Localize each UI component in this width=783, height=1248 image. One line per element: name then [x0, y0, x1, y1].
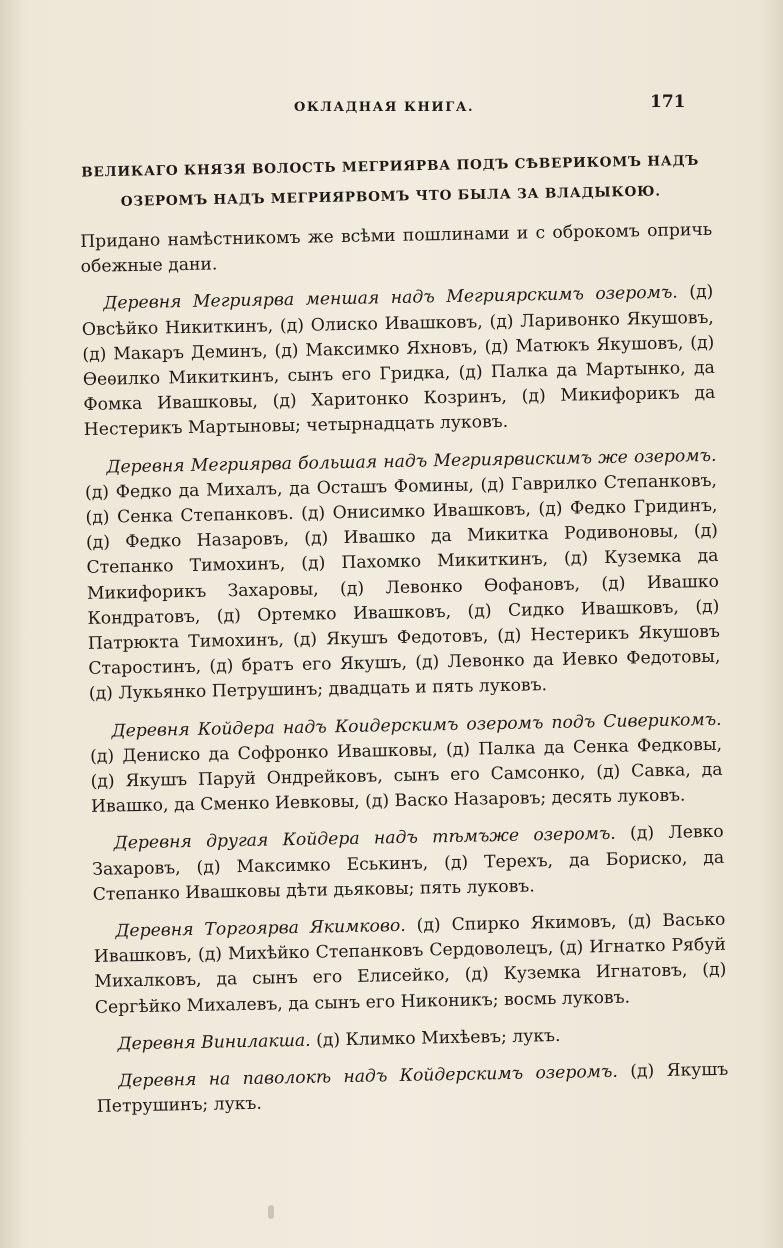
running-head [0, 92, 783, 124]
running-title: ОКЛАДНАЯ КНИГА. [294, 100, 475, 115]
village-heading: Деревня Койдера надъ Коидерскимъ озеромъ подъ Сиверикомъ. [111, 709, 722, 742]
paragraph-text: (д) Федко да Михалъ, да Осташъ Фомины, (д) Гаврилко Степанковъ, (д) Сенка Степанковъ. (д) Онисимко Ивашковъ, (д) Федко Гридинъ, (д) Федко Назаровъ, (д) Ивашко да Микитка Родивоновы, (д) Степанко Тимохинъ, (д) Пахомко Микиткинъ, (д) Куземка да Микифорикъ Захаровы, (д) Левонко Ѳофановъ, (д) Ивашко Кондратовъ, (д) Ортемко Ивашковъ, (д) Сидко Ивашковъ, (д) Патрюкта Тимохинъ, (д) Якушъ Федотовъ, (д) Нестерикъ Якушовъ Старостинъ, (д) братъ его Якушъ, (д) Левонко да Иевко Федотовы, (д) Лукьянко Петрушинъ; двадцать и пять луковъ. [84, 470, 721, 705]
paragraph-text: (д) Овсѣйко Никиткинъ, (д) Олиско Ивашковъ, (д) Ларивонко Якушовъ, (д) Макаръ Деминъ, (д) Максимко Яхновъ, (д) Матюкъ Якушовъ, (д) Ѳеѳилко Микиткинъ, сынъ его Гридка, (д) Палка да Мартынко, да Фомка Ивашковы, (д) Харитонко Козринъ, (д) Микифорикъ да Нестерикъ Мартыновы; четырнадцать луковъ. [81, 282, 716, 441]
village-heading: Деревня на паволокѣ надъ Койдерскимъ озеромъ. [118, 1061, 619, 1092]
paragraph-village-entry [81, 280, 716, 443]
paragraph-village-entry [95, 1021, 727, 1058]
paragraph-village-entry [93, 908, 727, 1021]
paragraph-intro [80, 218, 713, 281]
village-heading: Деревня Винилакша. [117, 1030, 311, 1055]
paragraph-village-entry [92, 820, 725, 908]
village-heading: Деревня другая Койдера надъ тѣмъже озеромъ. [113, 824, 616, 854]
paragraph-text: (д) Спирко Якимовъ, (д) Васько Ивашковъ, (д) Михѣйко Степанковъ Сердоволецъ, (д) Игнатко Рябуй Михалковъ, да сынъ его Елисейко, (д) Куземка Игнатовъ, (д) Сергѣйко Михалевъ, да сынъ его Никоникъ; восмь луковъ. [93, 909, 727, 1018]
village-heading: Деревня Мегриярва меншая надъ Мегриярскимъ озеромъ. [103, 282, 678, 314]
body-text [80, 218, 729, 1132]
paragraph-village-entry [89, 707, 723, 820]
paragraph-text: (д) Левко Захаровъ, (д) Максимко Еськинъ, (д) Терехъ, да Бориско, да Степанко Ивашковы дѣти дьяковы; пять луковъ. [92, 822, 725, 905]
paragraph-village-entry [96, 1058, 729, 1121]
village-heading: Деревня Мегриярва большая надъ Мегриярвискимъ же озеромъ. [106, 445, 717, 478]
chapter-title [60, 145, 721, 218]
paragraph-text: (д) Якушъ Петрушинъ; лукъ. [96, 1059, 729, 1118]
page-number: 171 [650, 92, 686, 112]
paragraph-village-entry [84, 443, 721, 707]
paragraph-text: (д) Климко Михѣевъ; лукъ. [310, 1025, 561, 1051]
village-heading: Деревня Торгоярва Якимково. [115, 915, 406, 942]
paragraph-text: Придано намѣстникомъ же всѣми пошлинами и с оброкомъ опричь обежные дани. [80, 219, 713, 278]
chapter-title-line: ВЕЛИКАГО КНЯЗЯ ВОЛОСТЬ МЕГРИЯРВА ПОДЪ СѢВЕРИКОМЪ НАДЪ [81, 152, 700, 181]
ink-speck-decoration [268, 1205, 274, 1219]
chapter-title-line: ОЗЕРОМЪ НАДЪ МЕГРИЯРВОМЪ ЧТО БЫЛА ЗА ВЛАДЫКОЮ. [120, 183, 661, 210]
paragraph-text: (д) Дениско да Софронко Ивашковы, (д) Палка да Сенка Федковы, (д) Якушъ Паруй Ондрейковъ, сынъ его Самсонко, (д) Савка, да Ивашко, да Сменко Иевковы, (д) Васко Назаровъ; десять луковъ. [89, 734, 723, 818]
